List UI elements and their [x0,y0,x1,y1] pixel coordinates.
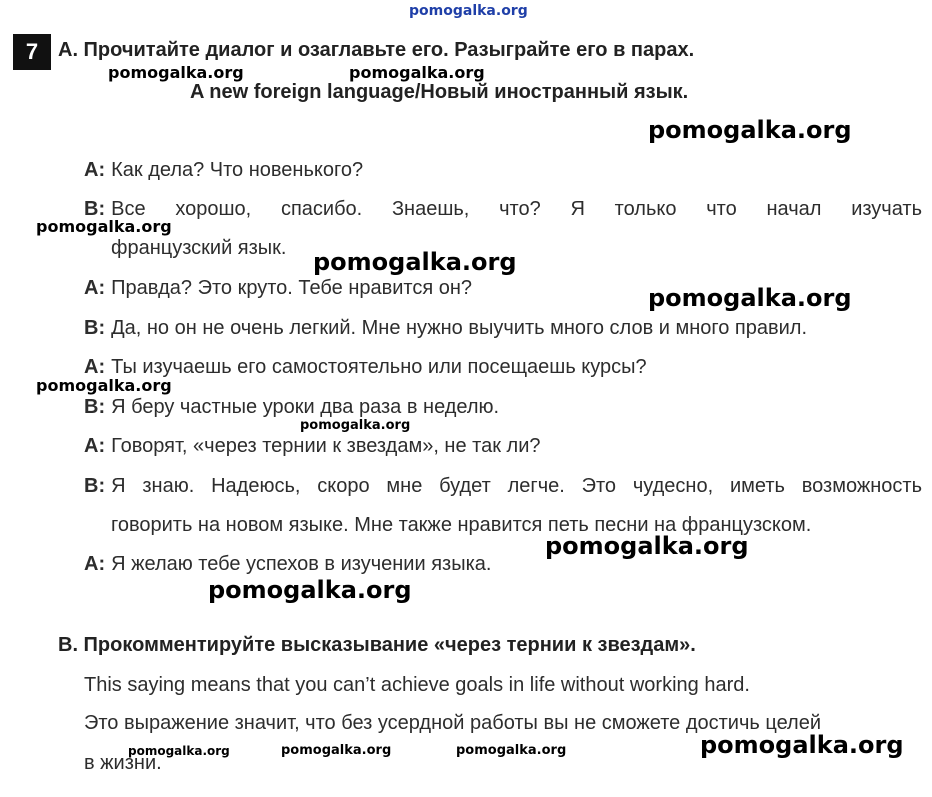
part-a-instruction: A. Прочитайте диалог и озаглавьте его. Разыграйте его в парах. [58,39,695,61]
dialog-line [84,198,922,221]
dialog-text: Я желаю тебе успехов в изучении языка. [111,553,492,575]
answer-russian: Это выражение значит, что без усердной работы вы не сможете достичь целей [84,712,822,734]
speaker-label: B: [84,475,106,497]
speaker-label: A: [84,553,106,575]
speaker-label: B: [84,317,106,339]
watermark[interactable]: pomogalka.org [648,284,852,312]
speaker-label: A: [84,159,106,181]
part-b-instruction: B. Прокомментируйте высказывание «через тернии к звездам». [58,634,696,656]
dialog-text: Все хорошо, спасибо. Знаешь, что? Я только что начал изучать [111,198,922,220]
watermark[interactable]: pomogalka.org [36,217,172,236]
dialog-text: Ты изучаешь его самостоятельно или посещаешь курсы? [111,356,647,378]
answer-russian-continuation: в жизни. [84,752,162,774]
dialog-line [84,317,807,340]
dialog-title: A new foreign language/Новый иностранный язык. [190,81,689,103]
dialog-text: Как дела? Что новенького? [111,159,364,181]
watermark[interactable]: pomogalka.org [281,743,392,758]
watermark[interactable]: pomogalka.org [36,376,172,395]
watermark[interactable]: pomogalka.org [108,63,244,82]
dialog-line [84,475,922,498]
dialog-line-continuation: французский язык. [111,237,287,259]
watermark[interactable]: pomogalka.org [700,731,904,759]
speaker-label: A: [84,435,106,457]
speaker-label: A: [84,356,106,378]
dialog-line [84,277,472,300]
watermark[interactable]: pomogalka.org [128,744,230,758]
speaker-label: A: [84,277,106,299]
speaker-label: B: [84,396,106,418]
watermark[interactable]: pomogalka.org [313,248,517,276]
dialog-line [84,435,540,458]
dialog-text: Правда? Это круто. Тебе нравится он? [111,277,473,299]
watermark[interactable]: pomogalka.org [349,63,485,82]
dialog-line [84,396,499,419]
watermark[interactable]: pomogalka.org [456,743,567,758]
watermark[interactable]: pomogalka.org [545,532,749,560]
dialog-text: Я беру частные уроки два раза в неделю. [111,396,500,418]
dialog-line [84,159,363,182]
dialog-line-continuation: говорить на новом языке. Мне также нравится петь песни на французском. [111,514,812,536]
dialog-line [84,553,491,576]
watermark[interactable]: pomogalka.org [300,418,411,433]
watermark[interactable]: pomogalka.org [208,576,412,604]
dialog-text: Говорят, «через тернии к звездам», не так ли? [111,435,541,457]
task-number-badge: 7 [13,34,51,70]
speaker-label: B: [84,198,106,220]
dialog-text: Да, но он не очень легкий. Мне нужно выучить много слов и много правил. [111,317,808,339]
answer-english: This saying means that you can’t achieve goals in life without working hard. [84,674,750,696]
dialog-text: Я знаю. Надеюсь, скоро мне будет легче. Это чудесно, иметь возможность [111,475,922,497]
watermark-top[interactable]: pomogalka.org [409,3,528,19]
watermark[interactable]: pomogalka.org [648,116,852,144]
